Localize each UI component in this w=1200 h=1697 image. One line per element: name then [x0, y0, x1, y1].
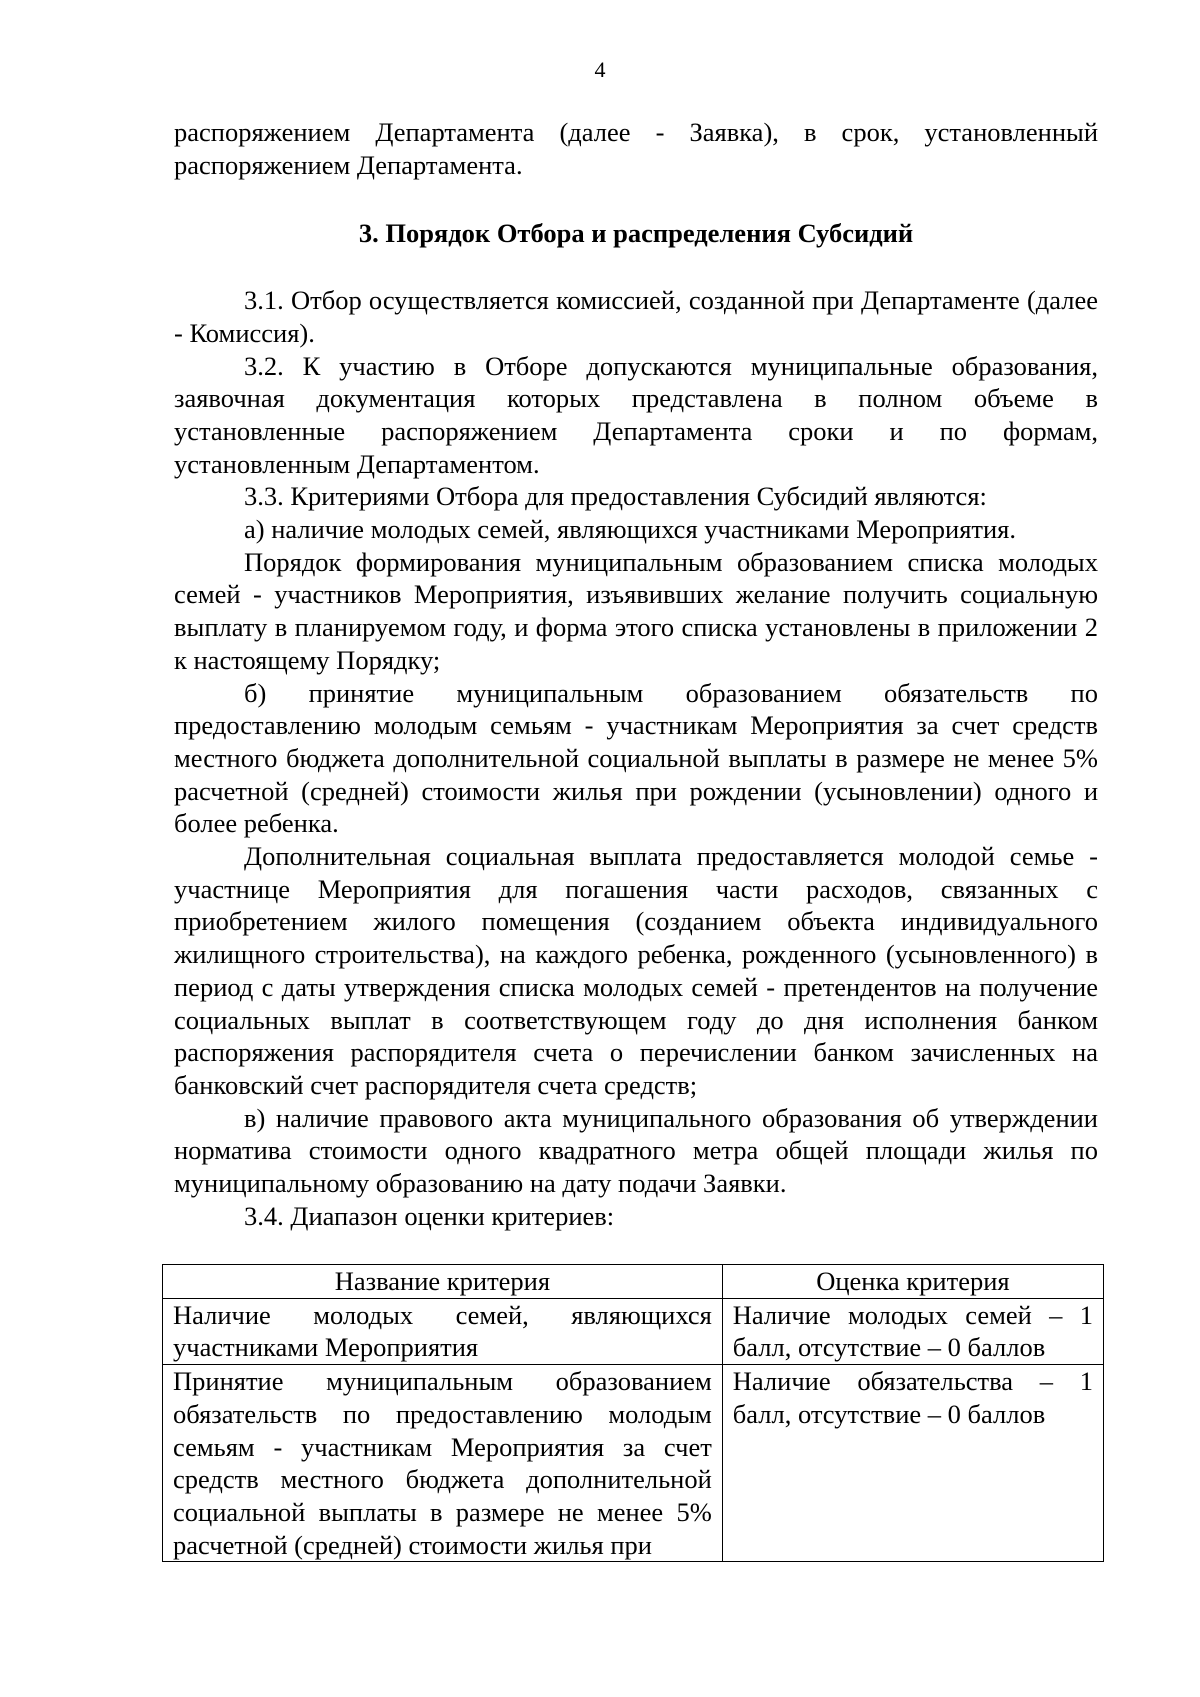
page-number: 4 — [594, 57, 606, 82]
paragraph-3-4: 3.4. Диапазон оценки критериев: — [244, 1200, 615, 1231]
table-row — [163, 1298, 1104, 1364]
header-criterion-name: Название критерия — [163, 1265, 723, 1299]
criteria-table — [162, 1264, 1104, 1562]
additional-payment-paragraph: Дополнительная социальная выплата предоставляется молодой семье - участнице Мероприятия для погашения части расходов, связанных с приобретением жилого помещения (созданием объекта индивидуального жилищного строительства), на каждого ребенка, рожденного (усыновленного) в период с даты утверждения списка молодых семей - претендентов на получение социальных выплат в соответствующем году до дня исполнения банком распоряжения распорядителя счета о перечислении банком зачисленных на банковский счет распорядителя счета средств; — [174, 841, 1098, 1100]
paragraph-3-3: 3.3. Критериями Отбора для предоставления Субсидий являются: — [244, 481, 987, 512]
header-criterion-score: Оценка критерия — [722, 1265, 1103, 1299]
continuation-paragraph: распоряжением Департамента (далее - Заявка), в срок, установленный распоряжением Департамента. — [174, 117, 1098, 180]
paragraph-3-2: 3.2. К участию в Отборе допускаются муниципальные образования, заявочная документация которых представлена в полном объеме в установленные распоряжением Департамента сроки и по формам, установленным Департаментом. — [174, 350, 1098, 479]
paragraph-3-1: 3.1. Отбор осуществляется комиссией, созданной при Департаменте (далее - Комиссия). — [174, 285, 1098, 348]
criterion-b: б) принятие муниципальным образованием обязательств по предоставлению молодым семьям - участникам Мероприятия за счет средств местного бюджета дополнительной социальной выплаты в размере не менее 5% расчетной (средней) стоимости жилья при рождении (усыновлении) одного и более ребенка. — [174, 677, 1098, 839]
section-heading: 3. Порядок Отбора и распределения Субсидий — [358, 218, 914, 249]
criterion-score-cell: Наличие молодых семей – 1 балл, отсутствие – 0 баллов — [722, 1298, 1103, 1364]
criterion-a: а) наличие молодых семей, являющихся участниками Мероприятия. — [244, 514, 1016, 545]
document-body — [174, 116, 1098, 1233]
list-formation-order: Порядок формирования муниципальным образованием списка молодых семей - участников Мероприятия, изъявивших желание получить социальную выплату в планируемом году, и форма этого списка установлены в приложении 2 к настоящему Порядку; — [174, 546, 1098, 675]
table-row — [163, 1365, 1104, 1562]
criterion-score-cell: Наличие обязательства – 1 балл, отсутствие – 0 баллов — [722, 1365, 1103, 1562]
criterion-v: в) наличие правового акта муниципального образования об утверждении норматива стоимости одного квадратного метра общей площади жилья по муниципальному образованию на дату подачи Заявки. — [174, 1102, 1098, 1199]
criterion-name-cell: Наличие молодых семей, являющихся участниками Мероприятия — [163, 1298, 723, 1364]
criterion-name-cell: Принятие муниципальным образованием обязательств по предоставлению молодым семьям - участникам Мероприятия за счет средств местного бюджета дополнительной социальной выплаты в размере не менее 5% расчетной (средней) стоимости жилья при — [163, 1365, 723, 1562]
table-header-row — [163, 1265, 1104, 1299]
